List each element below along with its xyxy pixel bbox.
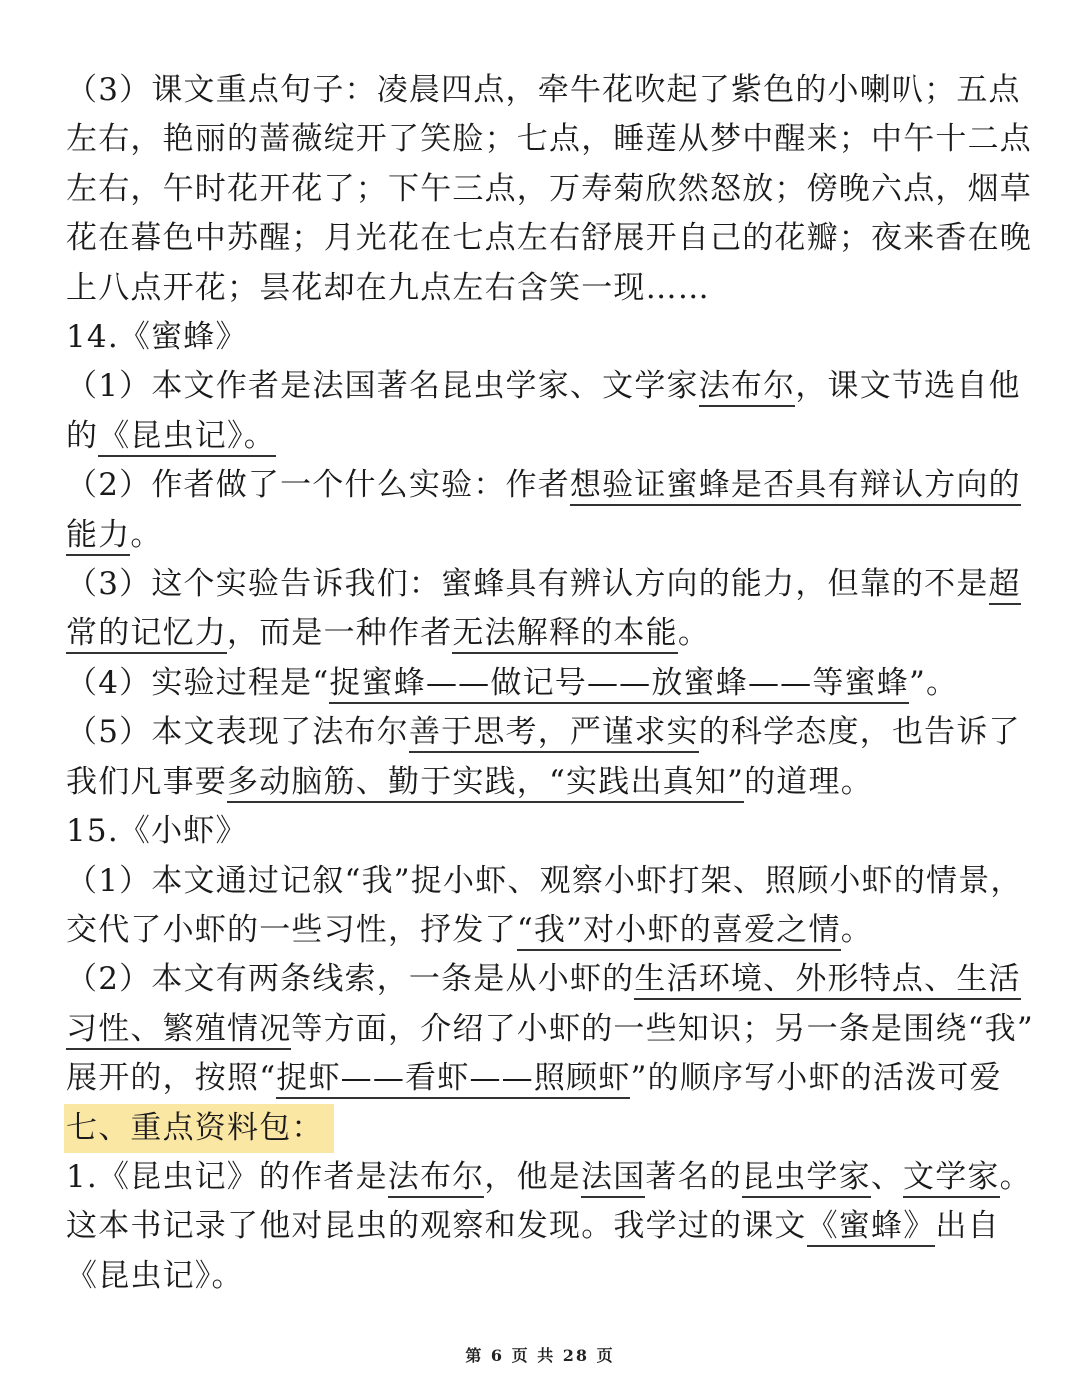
underlined-answer: “我”对小虾的喜爱之情 bbox=[517, 912, 841, 951]
text-line bbox=[66, 758, 1026, 807]
text-line bbox=[66, 264, 1026, 313]
text-segment: （3）课文重点句子：凌晨四点，牵牛花吹起了紫色的小喇叭；五点 bbox=[66, 72, 1021, 108]
text-line bbox=[66, 165, 1032, 214]
text-segment: （3）这个实验告诉我们：蜜蜂具有辨认方向的能力，但靠的不是 bbox=[66, 566, 989, 603]
text-line bbox=[66, 1005, 1034, 1054]
text-line bbox=[66, 214, 1032, 263]
text-line bbox=[66, 461, 1026, 510]
underlined-answer: 法布尔 bbox=[699, 368, 796, 407]
text-segment: ，而是一种作者 bbox=[227, 615, 453, 652]
page-number-footer: 第 6 页 共 28 页 bbox=[465, 1346, 615, 1365]
text-line bbox=[66, 659, 1026, 708]
underlined-answer: 能力 bbox=[66, 517, 130, 556]
underlined-answer: 想验证蜜蜂是否具有辩认方向的 bbox=[570, 467, 1021, 506]
text-segment: ，课文节选自他 bbox=[795, 368, 1021, 405]
text-line bbox=[66, 708, 1026, 757]
text-line bbox=[66, 857, 1026, 906]
text-segment: 左右，午时花开花了；下午三点，万寿菊欣然怒放；傍晚六点，烟草 bbox=[66, 170, 1032, 207]
underlined-answer: 无法解释的本能 bbox=[452, 615, 677, 654]
text-line bbox=[66, 955, 1026, 1004]
text-line bbox=[66, 66, 1026, 115]
underlined-answer: 捉蜜蜂——做记号——放蜜蜂——等蜜蜂 bbox=[329, 665, 909, 704]
text-segment: 展开的，按照“ bbox=[66, 1060, 277, 1097]
section-heading-highlight: 七、重点资料包： bbox=[64, 1104, 334, 1153]
text-segment: ”。 bbox=[908, 664, 959, 701]
underlined-answer: 法布尔 bbox=[388, 1159, 485, 1198]
text-segment: （2）本文有两条线索，一条是从小虾的 bbox=[66, 961, 635, 998]
text-line bbox=[66, 412, 1026, 461]
text-segment: （1）本文通过记叙“我”捉小虾、观察小虾打架、照顾小虾的情景， bbox=[66, 862, 1023, 899]
text-segment: 交代了小虾的一些习性，抒发了 bbox=[66, 911, 517, 948]
text-line bbox=[66, 1252, 1026, 1301]
text-segment: 著名的 bbox=[645, 1158, 743, 1195]
text-segment: 花在暮色中苏醒；月光花在七点左右舒展开自己的花瓣；夜来香在晚 bbox=[66, 220, 1032, 257]
text-segment: （5）本文表现了法布尔 bbox=[66, 714, 409, 751]
text-line bbox=[66, 807, 1026, 856]
text-segment: 的 bbox=[66, 417, 99, 454]
text-segment: ，他是 bbox=[484, 1158, 581, 1195]
text-segment: 等方面，介绍了小虾的一些知识；另一条是围绕“我” bbox=[291, 1010, 1034, 1047]
underlined-answer: 多动脑筋、勤于实践，“实践出真知” bbox=[227, 764, 744, 803]
text-segment: 。 bbox=[130, 516, 163, 553]
underlined-answer: 常的记忆力 bbox=[66, 615, 227, 654]
underlined-answer: 捉虾——看虾——照顾虾 bbox=[276, 1060, 630, 1099]
text-line bbox=[66, 1054, 1026, 1103]
text-segment: ”的顺序写小虾的活泼可爱 bbox=[630, 1060, 1002, 1097]
text-segment: 出自 bbox=[935, 1208, 1000, 1245]
text-segment: 的科学态度，也告诉了 bbox=[698, 714, 1021, 751]
underlined-answer: 文学家 bbox=[903, 1159, 1000, 1198]
text-line bbox=[66, 560, 1026, 609]
text-segment: 左右，艳丽的蔷薇绽开了笑脸；七点，睡莲从梦中醒来；中午十二点 bbox=[66, 121, 1032, 158]
text-segment: 1.《昆虫记》的作者是 bbox=[66, 1158, 388, 1195]
underlined-answer: 超 bbox=[989, 566, 1021, 605]
text-segment: 。 bbox=[677, 615, 711, 652]
text-segment: 上八点开花；昙花却在九点左右含笑一现…… bbox=[66, 269, 710, 306]
text-segment: 14.《蜜蜂》 bbox=[66, 319, 248, 356]
text-segment: （1）本文作者是法国著名昆虫学家、文学家 bbox=[66, 368, 699, 405]
underlined-answer: 昆虫学家 bbox=[742, 1159, 871, 1198]
text-segment: 、 bbox=[870, 1158, 904, 1195]
underlined-answer: 生活环境、外形特点、生活 bbox=[634, 961, 1020, 1000]
text-line bbox=[66, 313, 1026, 362]
text-line bbox=[66, 1202, 1026, 1251]
text-segment: 的道理。 bbox=[744, 763, 873, 800]
text-segment: 《昆虫记》。 bbox=[66, 1257, 244, 1294]
underlined-answer: 法国 bbox=[581, 1159, 645, 1198]
text-segment: 。 bbox=[999, 1158, 1032, 1195]
text-line bbox=[66, 362, 1026, 411]
text-line bbox=[66, 609, 1026, 658]
text-line bbox=[66, 1104, 1026, 1153]
text-segment: 。 bbox=[840, 911, 873, 948]
text-segment: （2）作者做了一个什么实验：作者 bbox=[66, 467, 570, 504]
text-segment: （4）实验过程是“ bbox=[66, 664, 330, 701]
text-segment: 15.《小虾》 bbox=[66, 813, 248, 850]
text-line bbox=[66, 115, 1032, 164]
document-body bbox=[66, 66, 1034, 1301]
underlined-answer: 《蜜蜂》 bbox=[807, 1208, 936, 1247]
underlined-answer: 习性、繁殖情况 bbox=[66, 1011, 291, 1050]
text-line bbox=[66, 906, 1026, 955]
underlined-answer: 《昆虫记》。 bbox=[98, 418, 276, 457]
text-line bbox=[66, 1153, 1032, 1202]
underlined-answer: 善于思考，严谨求实 bbox=[409, 714, 699, 753]
text-line bbox=[66, 511, 1026, 560]
text-segment: 这本书记录了他对昆虫的观察和发现。我学过的课文 bbox=[66, 1208, 807, 1245]
text-segment: 我们凡事要 bbox=[66, 763, 227, 800]
